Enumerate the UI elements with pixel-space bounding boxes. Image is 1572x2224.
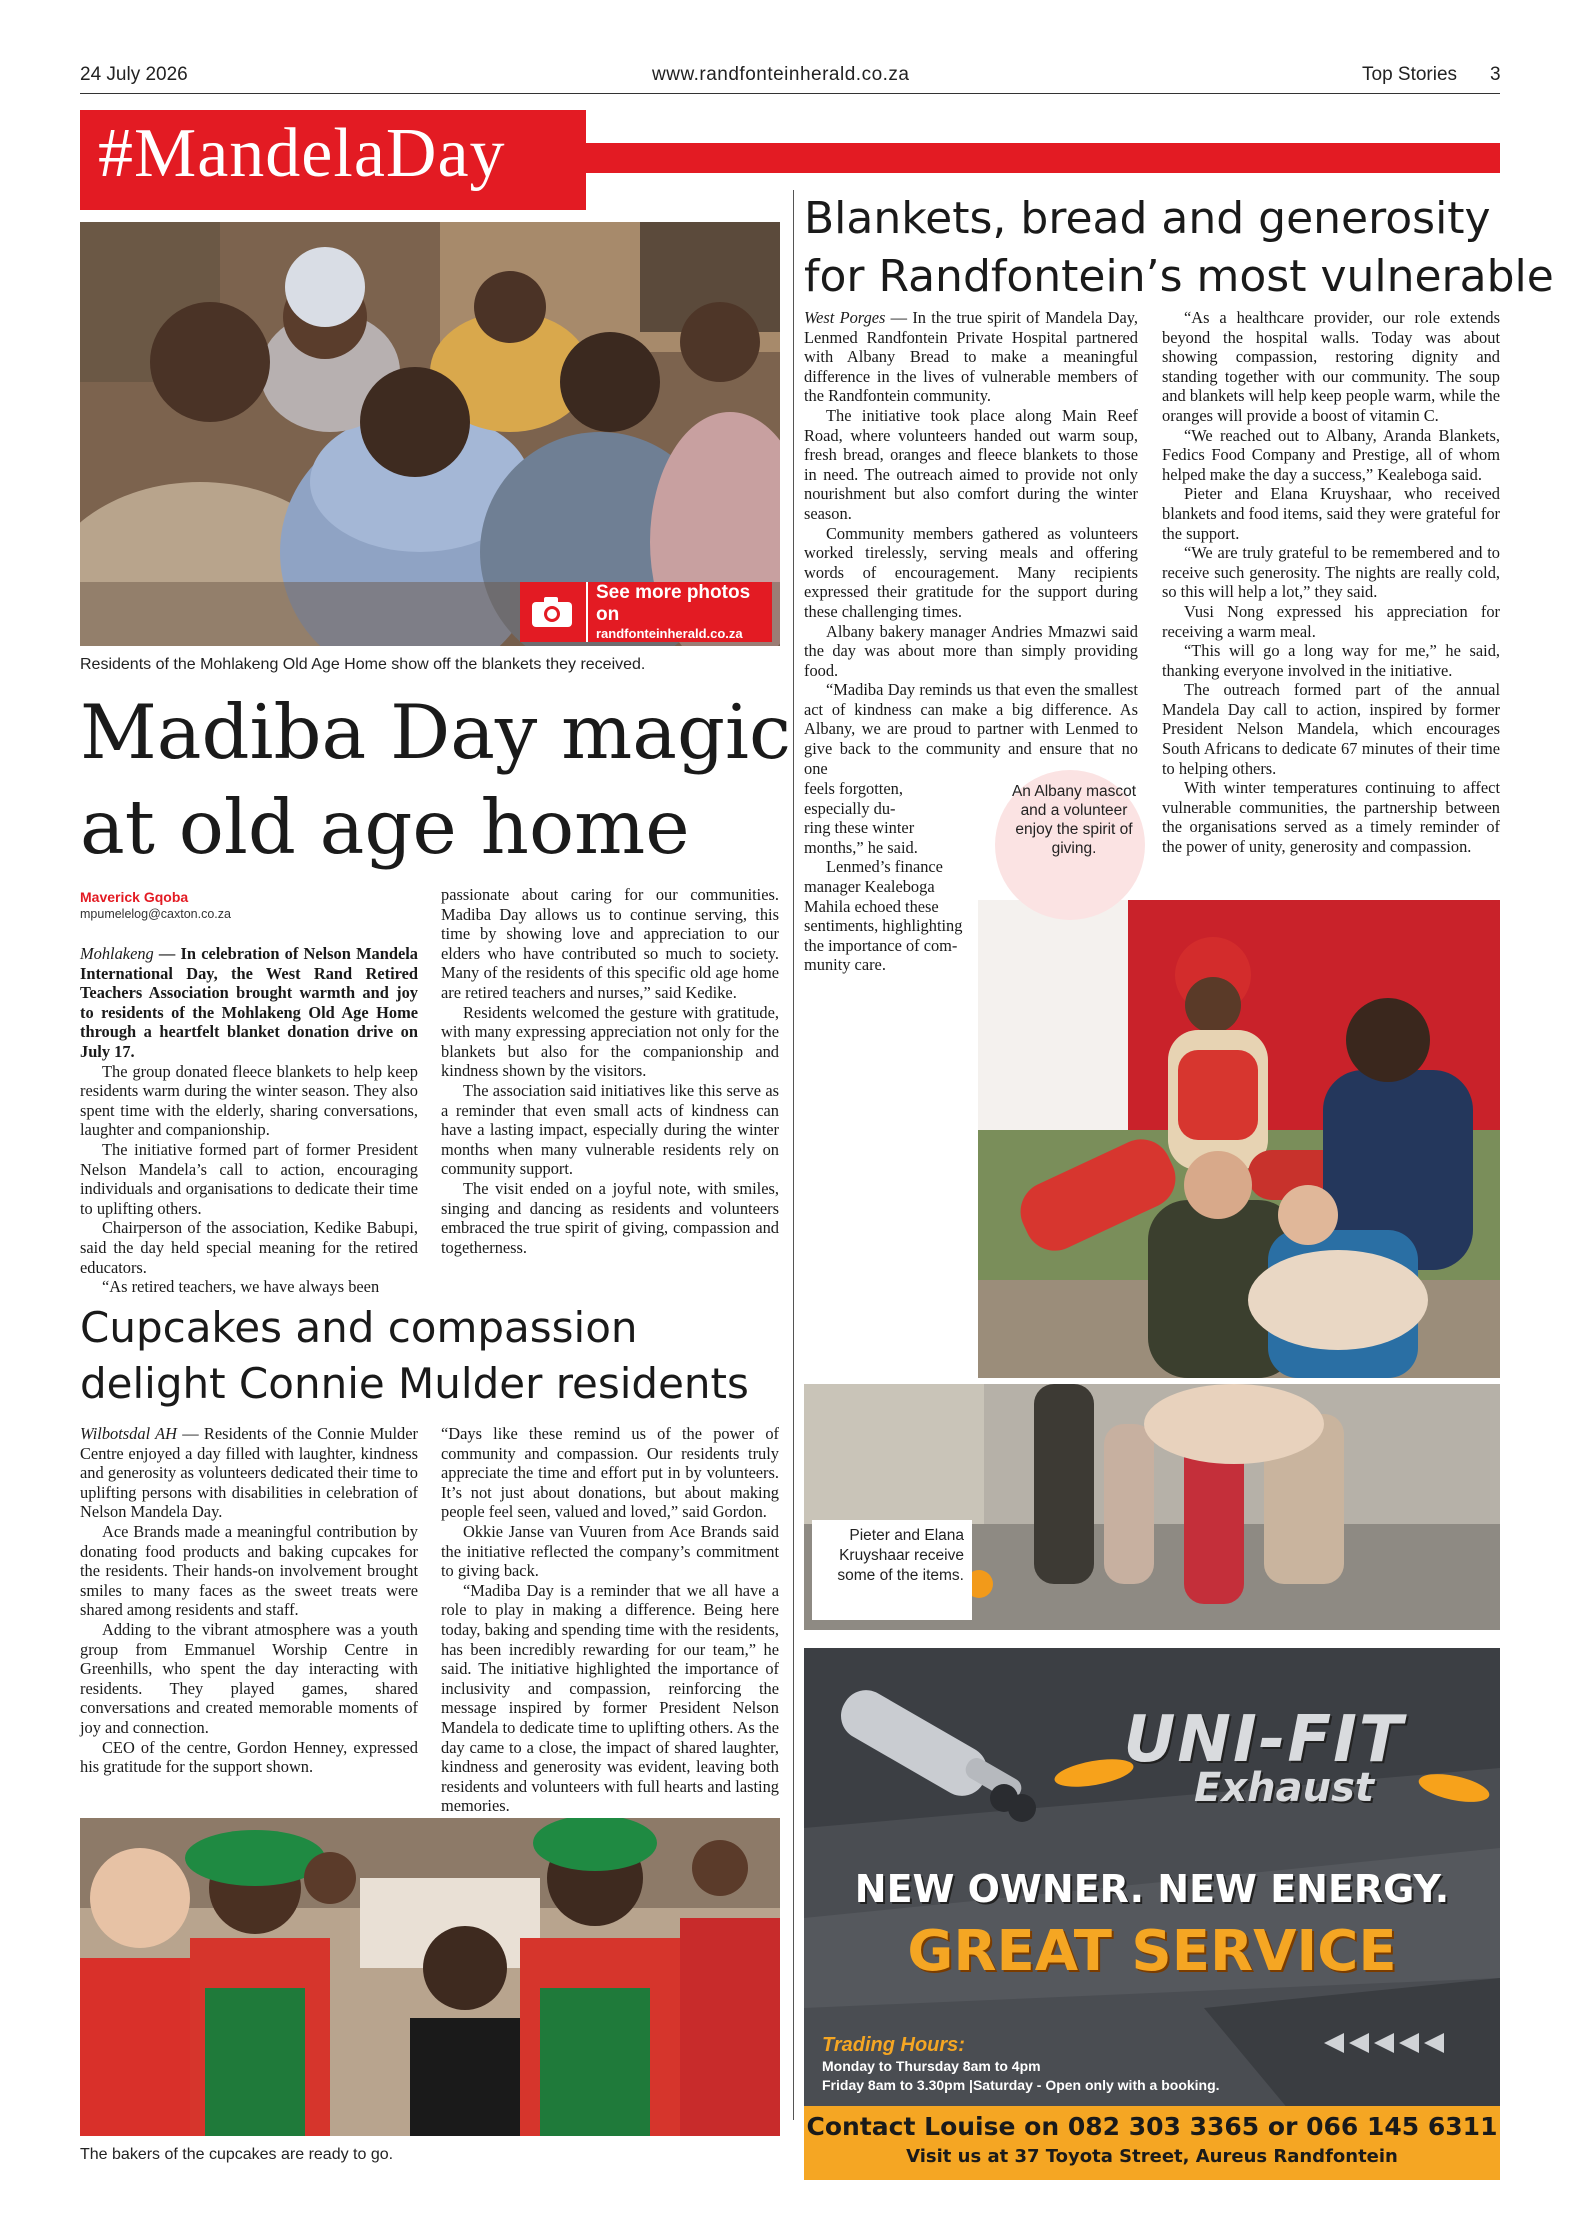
advert-brand: UNI-FIT: [1123, 1703, 1405, 1777]
article2-paragraph: Pieter and Elana Kruyshaar, who received blankets and food items, said they were grateful for the support.: [1162, 484, 1500, 543]
article1-paragraph: The association said initiatives like this serve as a reminder that even small acts of kindness can have a lasting impact, especially during the winter months when many vulnerable residents rely on community support.: [441, 1080, 779, 1179]
article2-narrow-line: sentiments, highlighting: [804, 916, 963, 936]
article1-headline-line1: Madiba Day magic: [80, 688, 791, 776]
advert-address: Visit us at 37 Toyota Street, Aureus Randfontein: [906, 2146, 1398, 2167]
article2-paragraph: “Madiba Day reminds us that even the smallest act of kindness can make a big difference. As Albany, we are proud to partner with Lenmed to give back to the community and ensure that no one: [804, 680, 1138, 778]
article2-lead: — In the true spirit of Mandela Day, Lenmed Randfontein Private Hospital partnered with Albany Bread to make a meaningful difference in the lives of vulnerable members of the Randfontein community.: [804, 308, 1138, 406]
article3-headline-line1: Cupcakes and compassion: [80, 1303, 638, 1352]
article3-column-1: [80, 1424, 418, 1777]
article1-paragraph: “As retired teachers, we have always been: [102, 1277, 380, 1297]
article2-headline: [804, 190, 1554, 306]
article1-byline-email[interactable]: mpumelelog@caxton.co.za: [80, 907, 231, 921]
article3-paragraph: CEO of the centre, Gordon Henney, expressed his gratitude for the support shown.: [80, 1737, 418, 1777]
article2-narrow-line: munity care.: [804, 955, 886, 975]
article3-headline-line2: delight Connie Mulder residents: [80, 1359, 749, 1408]
article1-paragraph: The initiative formed part of former President Nelson Mandela’s call to action, encouraging individuals and organisations to dedicate their time to uplifting others.: [80, 1139, 418, 1218]
article2-paragraph: Community members gathered as volunteers worked tirelessly, serving meals and offering words of encouragement. Many recipients expressed their gratitude for the support during these challenging times.: [804, 523, 1138, 621]
page-number: 3: [1490, 64, 1501, 85]
article2-narrow-line: feels forgotten,: [804, 779, 903, 798]
article2-paragraph: With winter temperatures continuing to affect vulnerable communities, the partnership between the organisations served as a timely reminder of the power of unity, generosity and compassion.: [1162, 778, 1500, 857]
article2-headline-line2: for Randfontein’s most vulnerable: [804, 251, 1554, 302]
advert-hours-title: Trading Hours:: [822, 2034, 965, 2056]
advert-contact[interactable]: Contact Louise on 082 303 3365 or 066 145 6311: [806, 2112, 1498, 2141]
article1-column-2: [441, 885, 779, 1257]
article2-narrow-line: months,” he said.: [804, 837, 918, 857]
article1-headline-line2: at old age home: [80, 783, 690, 871]
see-more-photos-promo[interactable]: [520, 582, 772, 642]
article3-lead: — Residents of the Connie Mulder Centre enjoyed a day filled with laughter, kindness and generosity as volunteers dedicated their time to uplifting persons with disabilities in celebration of Nelson Mandela Day.: [80, 1424, 418, 1522]
article1-lead: — In celebration of Nelson Mandela International Day, the West Rand Retired Teachers Association brought warmth and joy to residents of the Mohlakeng Old Age Home through a heartfelt blanket donation drive on July 17.: [80, 944, 418, 1061]
photo-mascot: [978, 900, 1500, 1378]
article1-column-1: [80, 944, 418, 1297]
article1-paragraph: The visit ended on a joyful note, with smiles, singing and dancing as residents and volunteers embraced the true spirit of giving, compassion and togetherness.: [441, 1178, 779, 1257]
banner-title: #MandelaDay: [98, 115, 506, 192]
column-divider: [793, 190, 794, 2120]
article2-headline-line1: Blankets, bread and generosity: [804, 193, 1491, 244]
promo-line-1: See more photos on: [596, 582, 751, 625]
advert-hours-weekend: Friday 8am to 3.30pm |Saturday - Open only with a booking.: [822, 2077, 1220, 2093]
article3-paragraph: Ace Brands made a meaningful contribution by donating food products and baking cupcakes for the residents. Their hands-on involvement brought smiles to many faces as the sweet treats were shared among residents and staff.: [80, 1521, 418, 1620]
kruyshaar-caption: Pieter and Elana Kruyshaar receive some of the items.: [812, 1520, 972, 1620]
article2-column-1: [804, 308, 1138, 778]
article2-narrow-line: ring these winter: [804, 818, 915, 838]
article1-paragraph: The group donated fleece blankets to help keep residents warm during the winter season. They also spent time with the elderly, sharing conversations, laughter and companionship.: [80, 1061, 418, 1140]
photo1-caption: Residents of the Mohlakeng Old Age Home show off the blankets they received.: [80, 656, 646, 673]
section-name: Top Stories: [1362, 64, 1458, 85]
mascot-scene: [978, 900, 1500, 1378]
camera-icon: [530, 595, 574, 629]
article3-paragraph: “Madiba Day is a reminder that we all have a role to play in making a difference. Being here today, baking and spending time with the residents, has been incredibly rewarding for our team,” he said. The initiative highlighted the importance of inclusivity and compassion, reinforcing the message inspired by former President Nelson Mandela to dedicate time to uplifting others. As the day came to a close, the impact of shared laughter, kindness and generosity was evident, leaving both residents and volunteers with full hearts and lasting memories.: [441, 1580, 779, 1816]
article2-narrow-line: the importance of com-: [804, 935, 958, 955]
article2-narrow-line: especially du-: [804, 798, 896, 818]
article2-column-2: [1162, 308, 1500, 857]
article2-paragraph: “This will go a long way for me,” he said, thanking everyone involved in the initiative.: [1162, 641, 1500, 680]
article2-paragraph: “We are truly grateful to be remembered and to receive such generosity. The nights are really cold, so this will help a lot,” they said.: [1162, 543, 1500, 602]
article3-headline: [80, 1300, 749, 1412]
article2-paragraph: Albany bakery manager Andries Mmazwi said the day was about more than simply providing food.: [804, 621, 1138, 680]
advert-brand-sub: Exhaust: [1194, 1765, 1374, 1811]
article1-dateline: Mohlakeng: [80, 944, 154, 963]
article3-column-2: [441, 1424, 779, 1816]
advert-hours-weekday: Monday to Thursday 8am to 4pm: [822, 2058, 1041, 2074]
issue-date: 24 July 2026: [80, 64, 188, 85]
article2-narrow-line: Lenmed’s finance: [826, 857, 943, 877]
bakers-scene: [80, 1818, 780, 2136]
article2-paragraph: The outreach formed part of the annual Mandela Day call to action, inspired by former President Nelson Mandela, which encourages South Africans to dedicate 67 minutes of their time to helping others.: [1162, 680, 1500, 778]
article3-paragraph: “Days like these remind us of the power of community and compassion. Our residents truly appreciate the time and effort put in by volunteers. It’s not just about donations, but about making people feel seen, valued and loved,” said Gordon.: [441, 1424, 779, 1522]
article1-headline: [80, 685, 791, 875]
article3-paragraph: Okkie Janse van Vuuren from Ace Brands said the initiative reflected the company’s commitment to giving back.: [441, 1521, 779, 1581]
article2-narrow-block: [804, 779, 984, 975]
advert-unifit[interactable]: [804, 1648, 1500, 2180]
article1-paragraph: passionate about caring for our communities. Madiba Day allows us to continue serving, this time by showing love and appreciation to our elders who have contributed so much to society. Many of the residents of this specific old age home are retired teachers and nurses,” said Kedike.: [441, 885, 779, 1002]
article2-paragraph: Vusi Nong expressed his appreciation for receiving a warm meal.: [1162, 601, 1500, 641]
site-url[interactable]: www.randfonteinherald.co.za: [652, 64, 910, 85]
photo-bakers: [80, 1818, 780, 2136]
article1-paragraph: Chairperson of the association, Kedike Babupi, said the day held special meaning for the retired educators.: [80, 1218, 418, 1277]
article2-dateline: West Porges: [804, 308, 886, 327]
article2-narrow-line: manager Kealeboga: [804, 876, 935, 896]
mascot-caption: An Albany mascot and a volunteer enjoy the spirit of giving.: [1011, 783, 1137, 857]
header-rule: [80, 93, 1500, 94]
article2-paragraph: “As a healthcare provider, our role extends beyond the hospital walls. Today was about showing compassion, restoring dignity and standing together with our community. The soup and blankets will help keep people warm, while the oranges will provide a boost of vitamin C.: [1162, 308, 1500, 425]
promo-line-2: randfonteinherald.co.za: [596, 626, 743, 641]
bakers-caption: The bakers of the cupcakes are ready to go.: [80, 2146, 394, 2163]
advert-slogan: NEW OWNER. NEW ENERGY.: [854, 1867, 1450, 1911]
article3-dateline: Wilbotsdal AH: [80, 1424, 177, 1443]
article2-paragraph: The initiative took place along Main Reef Road, where volunteers handed out warm soup, fresh bread, oranges and fleece blankets to those in need. The outreach aimed to provide not only nourishment but also comfort during the winter season.: [804, 405, 1138, 523]
article2-paragraph: “We reached out to Albany, Aranda Blankets, Fedics Food Company and Prestige, all of whom helped make the day a success,” Kealeboga said.: [1162, 425, 1500, 484]
article1-byline-name: Maverick Gqoba: [80, 889, 189, 905]
article3-paragraph: Adding to the vibrant atmosphere was a youth group from Emmanuel Worship Centre in Greenhills, who spent the day interacting with residents. They played games, shared conversations and created memorable moments of joy and connection.: [80, 1619, 418, 1737]
article2-narrow-line: Mahila echoed these: [804, 896, 939, 916]
article1-paragraph: Residents welcomed the gesture with gratitude, with many expressing appreciation not only for the blankets but also for the companionship and kindness shown by the visitors.: [441, 1002, 779, 1081]
advert-service: GREAT SERVICE: [907, 1919, 1397, 1984]
